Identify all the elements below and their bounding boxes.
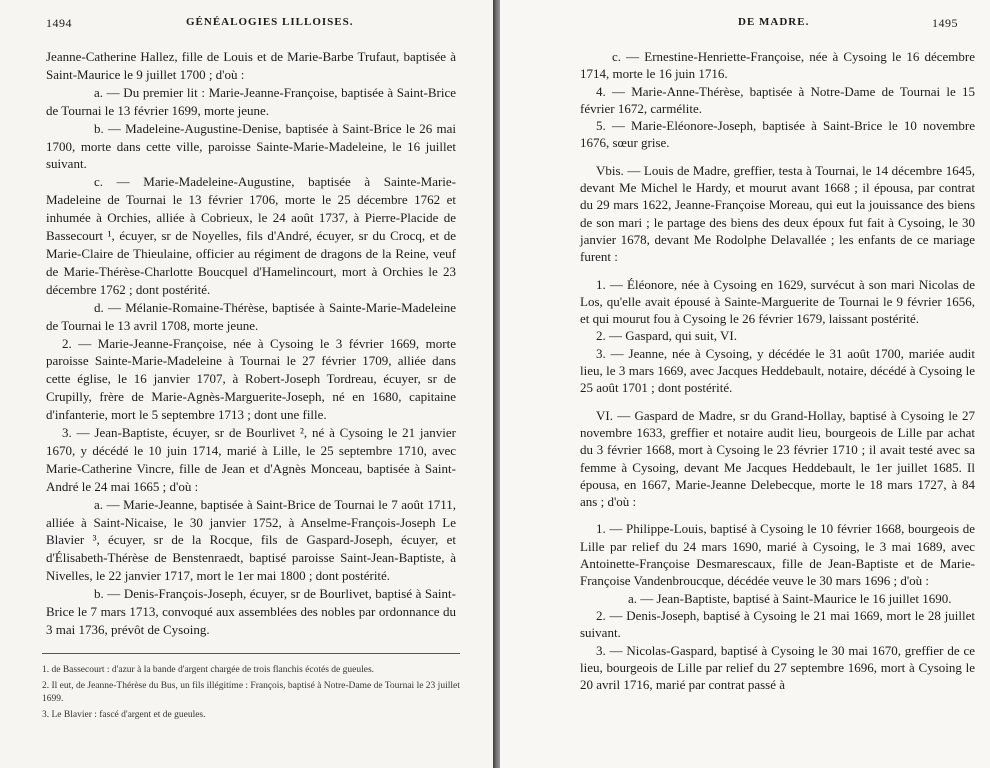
footnote: 1. de Bassecourt : d'azur à la bande d'argent chargée de trois flanchis écotés de gueules. [42, 665, 375, 675]
footnote: 2. Il eut, de Jeanne-Thérèse du Bus, un fils illégitime : François, baptisé à Notre-Dame de Tournai le 23 juillet 1699. [42, 681, 460, 704]
paragraph: d. — Mélanie-Romaine-Thérèse, baptisée à Sainte-Marie-Madeleine de Tournai le 13 avril 1708, morte jeune. [46, 299, 456, 333]
paragraph: 2. — Gaspard, qui suit, VI. [596, 328, 737, 344]
paragraph: Vbis. — Louis de Madre, greffier, testa à Tournai, le 14 décembre 1645, devant Me Michel le Hardy, et mourut avant 1668 ; il épousa, par contrat du 29 mars 1622, Jeanne-Françoise Moreau, qui eut la jouissance des biens de son mari ; le partage des biens des deux époux fut fait à Cysoing, le 30 janvier 1678, devant Me Rodolphe Delavallée ; les enfants de ce mariage furent : [580, 162, 975, 265]
paragraph: 1. — Éléonore, née à Cysoing en 1629, survécut à son mari Nicolas de Los, qu'elle avait épousé à Sainte-Marguerite de Tournai le 9 février 1656, et qui mourut fou à Cysoing le 26 février 1679, laissant postérité. [580, 276, 975, 327]
left-page-number: 1494 [46, 16, 72, 30]
right-body-text [580, 48, 975, 693]
paragraph: a. — Du premier lit : Marie-Jeanne-Françoise, baptisée à Saint-Brice de Tournai le 13 février 1699, morte jeune. [46, 84, 456, 118]
paragraph: 2. — Marie-Jeanne-Françoise, née à Cysoing le 3 février 1669, morte paroisse Sainte-Marie-Madeleine à Tournai le 27 février 1709, alliée dans cette église, le 16 janvier 1707, à Robert-Joseph Tordreau, écuyer, sr de Crupilly, frère de Marie-Agnès-Marguerite-Joseph, né en 1680, capitaine d'infanterie, mort le 5 septembre 1713 ; dont une fille. [46, 335, 456, 423]
paragraph: 3. — Nicolas-Gaspard, baptisé à Cysoing le 30 mai 1670, greffier de ce lieu, bourgeois de Lille par relief du 27 septembre 1696, mort à Cysoing le 20 avril 1716, marié par contrat passé à [580, 642, 975, 693]
paragraph: VI. — Gaspard de Madre, sr du Grand-Hollay, baptisé à Cysoing le 27 novembre 1633, greffier et notaire audit lieu, bourgeois de Lille par achat du 3 février 1668, mort à Cysoing le 23 février 1710 ; il avait testé avec sa femme à Cysoing, devant Me Jacques Heddebault, le 1er juillet 1685. Il épousa, en 1667, Marie-Jeanne Delebecque, morte le 18 mars 1727, à 84 ans ; d'où : [580, 407, 975, 510]
right-page [500, 0, 990, 768]
right-running-title: DE MADRE. [738, 16, 810, 28]
paragraph: a. — Marie-Jeanne, baptisée à Saint-Brice de Tournai le 7 août 1711, alliée à Saint-Nicaise, le 30 janvier 1752, à Anselme-François-Joseph Le Blavier ³, écuyer, sr de la Rocque, fils de Gaspard-Joseph, écuyer, et d'Élisabeth-Thérèse de Benstenraedt, baptisé paroisse Saint-Jean-Baptiste, à Nivelles, le 22 janvier 1717, mort le 1er mai 1800 ; dont postérité. [46, 496, 456, 584]
paragraph: b. — Denis-François-Joseph, écuyer, sr de Bourlivet, baptisé à Saint-Brice le 7 mars 1713, convoqué aux assemblées des nobles par ordonnance du 3 mai 1736, prévôt de Cysoing. [46, 586, 456, 637]
paragraph: b. — Madeleine-Augustine-Denise, baptisée à Saint-Brice le 26 mai 1700, morte dans cette ville, paroisse Sainte-Marie-Madeleine, le 16 juillet suivant. [46, 120, 456, 172]
footnotes [42, 664, 462, 725]
paragraph: 3. — Jeanne, née à Cysoing, y décédée le 31 août 1700, mariée audit lieu, le 3 mars 1669, avec Jacques Heddebault, notaire, décédé à Cysoing le 25 août 1701 ; dont postérité. [580, 345, 975, 396]
paragraph: 4. — Marie-Anne-Thérèse, baptisée à Notre-Dame de Tournai le 15 février 1672, carmélite. [580, 83, 975, 116]
left-running-title: GÉNÉALOGIES LILLOISES. [186, 16, 354, 28]
paragraph: 1. — Philippe-Louis, baptisé à Cysoing le 10 février 1668, bourgeois de Lille par relief du 24 mars 1690, marié à Cysoing, le 3 mai 1689, avec Antoinette-Françoise Desmarescaux, fille de Jean-Baptiste et de Marie-Françoise Vandenbroucque, décédée veuve le 30 mars 1696 ; d'où : [580, 521, 975, 589]
paragraph: Jeanne-Catherine Hallez, fille de Louis et de Marie-Barbe Trufaut, baptisée à Saint-Maurice le 9 juillet 1700 ; d'où : [46, 49, 456, 82]
paragraph: 2. — Denis-Joseph, baptisé à Cysoing le 21 mai 1669, mort le 28 juillet suivant. [580, 607, 975, 641]
footnote: 3. Le Blavier : fascé d'argent et de gueules. [42, 710, 206, 720]
paragraph: 3. — Jean-Baptiste, écuyer, sr de Bourlivet ², né à Cysoing le 21 janvier 1670, y décédé le 10 juin 1714, marié à Lille, le 25 septembre 1710, avec Marie-Catherine Vincre, fille de Jean et d'Agnès Monceau, baptisée à Saint-André le 24 mai 1665 ; d'où : [46, 425, 456, 494]
footnote-rule [42, 653, 460, 654]
paragraph: a. — Jean-Baptiste, baptisé à Saint-Maurice le 16 juillet 1690. [628, 590, 952, 606]
left-body-text [46, 48, 456, 639]
left-page [0, 0, 493, 768]
paragraph: c. — Marie-Madeleine-Augustine, baptisée à Sainte-Marie-Madeleine de Tournai le 13 février 1706, morte le 25 décembre 1762 et inhumée à Orchies, alliée à Cobrieux, le 24 août 1737, à Pierre-Placide de Bassecourt ¹, écuyer, sr de Noyelles, fils d'André, écuyer, sr du Crocq, et de Marie-Claire de Thieulaine, officier au régiment de dragons de la Reine, veuf de Marie-Thérèse-Charlotte Boucquel d'Hamelincourt, mort à Orchies le 23 décembre 1762 ; dont postérité. [46, 174, 456, 297]
paragraph: c. — Ernestine-Henriette-Françoise, née à Cysoing le 16 décembre 1714, morte le 16 juin 1716. [580, 49, 975, 82]
paragraph: 5. — Marie-Eléonore-Joseph, baptisée à Saint-Brice le 10 novembre 1676, sœur grise. [580, 118, 975, 151]
book-gutter [493, 0, 500, 768]
right-page-number: 1495 [932, 16, 958, 30]
